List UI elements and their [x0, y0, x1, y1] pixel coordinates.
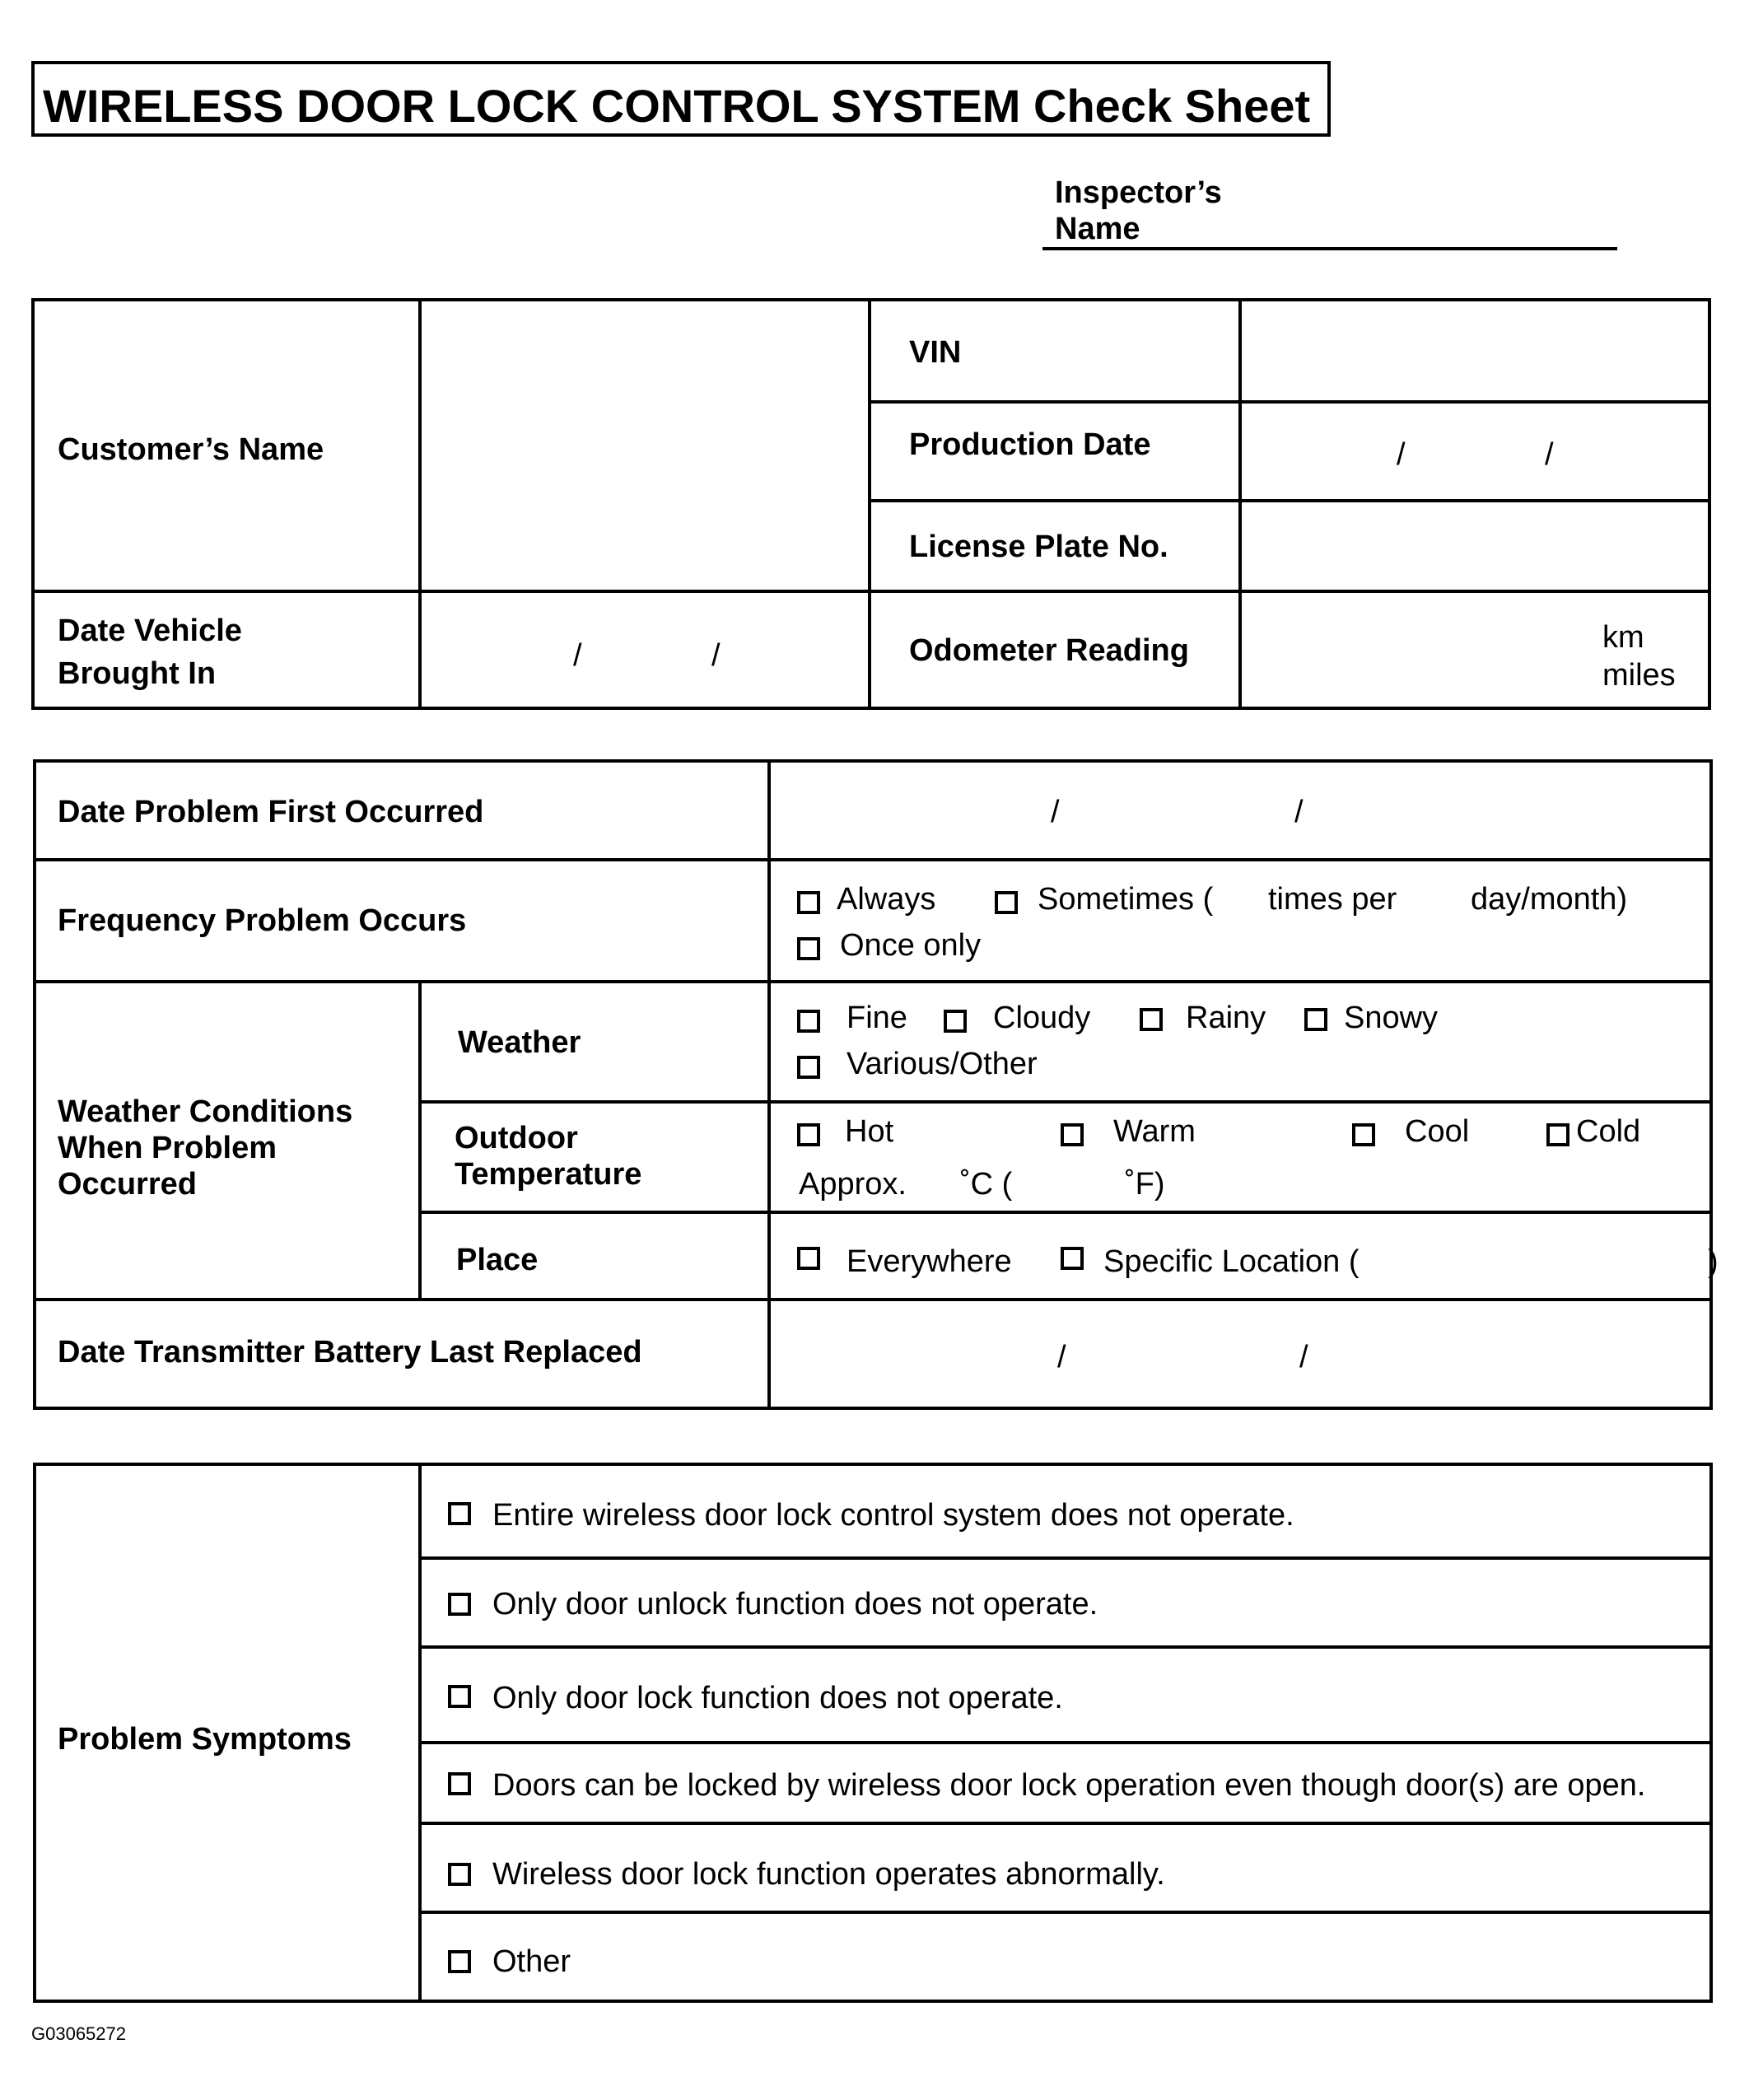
- date-brought-sep2: /: [711, 638, 721, 673]
- place-label: Place: [456, 1243, 539, 1277]
- vin-field[interactable]: [1243, 303, 1706, 399]
- weather-group-label-line3: Occurred: [58, 1167, 197, 1202]
- customer-name-label: Customer’s Name: [58, 432, 324, 467]
- temp-celsius: ˚C (: [960, 1167, 1013, 1202]
- temp-label-line1: Outdoor: [455, 1121, 578, 1155]
- weather-fine-checkbox[interactable]: [797, 1010, 820, 1033]
- page-title: WIRELESS DOOR LOCK CONTROL SYSTEM Check Sheet: [43, 80, 1311, 132]
- temp-cool-label: Cool: [1405, 1114, 1470, 1149]
- symptom-item-4: Doors can be locked by wireless door lock operation even though door(s) are open.: [492, 1768, 1646, 1803]
- license-plate-field[interactable]: [1243, 504, 1706, 588]
- inspector-label-line2: Name: [1055, 212, 1140, 246]
- symptom-item-2: Only door unlock function does not operate.: [492, 1587, 1098, 1622]
- place-specific-close: ): [1708, 1244, 1719, 1279]
- temp-warm-label: Warm: [1113, 1114, 1196, 1149]
- temp-warm-checkbox[interactable]: [1061, 1123, 1084, 1146]
- temp-approx-label: Approx.: [799, 1167, 907, 1202]
- weather-various-checkbox[interactable]: [797, 1056, 820, 1079]
- weather-rainy-label: Rainy: [1186, 1001, 1266, 1035]
- date-brought-in-field[interactable]: [423, 595, 866, 705]
- customer-name-field[interactable]: [423, 303, 866, 588]
- freq-always-label: Always: [837, 882, 936, 917]
- symptom-checkbox-5[interactable]: [448, 1863, 471, 1886]
- odometer-unit-miles: miles: [1602, 658, 1676, 693]
- temp-cold-label: Cold: [1576, 1114, 1641, 1149]
- temp-cold-checkbox[interactable]: [1546, 1123, 1569, 1146]
- odometer-unit-km: km: [1602, 620, 1644, 655]
- freq-always-checkbox[interactable]: [797, 891, 820, 914]
- symptom-checkbox-4[interactable]: [448, 1772, 471, 1795]
- place-everywhere-label: Everywhere: [847, 1244, 1012, 1279]
- first-occurred-sep1: /: [1051, 795, 1060, 829]
- freq-once-checkbox[interactable]: [797, 937, 820, 960]
- symptom-checkbox-1[interactable]: [448, 1502, 471, 1525]
- battery-sep2: /: [1299, 1340, 1308, 1374]
- weather-snowy-checkbox[interactable]: [1304, 1008, 1327, 1031]
- freq-once-label: Once only: [840, 928, 982, 963]
- symptom-item-1: Entire wireless door lock control system does not operate.: [492, 1498, 1294, 1533]
- date-brought-in-label-line2: Brought In: [58, 656, 217, 691]
- weather-cloudy-label: Cloudy: [993, 1001, 1091, 1035]
- place-specific-label: Specific Location (: [1103, 1244, 1360, 1279]
- date-brought-in-label-line1: Date Vehicle: [58, 614, 242, 648]
- freq-day-month: day/month): [1471, 882, 1628, 917]
- problem-symptoms-label: Problem Symptoms: [58, 1722, 352, 1757]
- symptom-checkbox-3[interactable]: [448, 1685, 471, 1708]
- temp-fahrenheit: ˚F): [1125, 1167, 1165, 1202]
- symptom-checkbox-2[interactable]: [448, 1593, 471, 1616]
- temp-hot-checkbox[interactable]: [797, 1123, 820, 1146]
- production-date-field[interactable]: [1243, 405, 1706, 497]
- symptom-item-5: Wireless door lock function operates abnormally.: [492, 1857, 1165, 1892]
- first-occurred-label: Date Problem First Occurred: [58, 795, 484, 829]
- inspector-label-line1: Inspector’s: [1055, 175, 1222, 210]
- temp-label-line2: Temperature: [455, 1157, 642, 1192]
- freq-sometimes-checkbox[interactable]: [995, 891, 1018, 914]
- weather-various-label: Various/Other: [847, 1047, 1038, 1081]
- production-date-label: Production Date: [909, 427, 1151, 462]
- first-occurred-sep2: /: [1294, 795, 1304, 829]
- weather-label: Weather: [458, 1025, 581, 1060]
- license-plate-label: License Plate No.: [909, 530, 1168, 564]
- date-brought-sep1: /: [573, 638, 582, 673]
- freq-sometimes-label: Sometimes (: [1038, 882, 1214, 917]
- first-occurred-field[interactable]: [772, 764, 1708, 856]
- temp-hot-label: Hot: [845, 1114, 894, 1149]
- battery-label: Date Transmitter Battery Last Replaced: [58, 1335, 642, 1370]
- symptom-item-6: Other: [492, 1944, 571, 1979]
- vin-label: VIN: [909, 335, 962, 370]
- weather-snowy-label: Snowy: [1344, 1001, 1439, 1035]
- weather-group-label-line2: When Problem: [58, 1131, 278, 1165]
- symptom-item-3: Only door lock function does not operate.: [492, 1681, 1063, 1715]
- weather-cloudy-checkbox[interactable]: [944, 1010, 967, 1033]
- battery-sep1: /: [1057, 1340, 1066, 1374]
- figure-code: G03065272: [31, 2023, 126, 2044]
- temp-cool-checkbox[interactable]: [1352, 1123, 1375, 1146]
- odometer-field[interactable]: [1243, 595, 1706, 705]
- weather-group-label-line1: Weather Conditions: [58, 1094, 353, 1129]
- production-date-sep1: /: [1397, 437, 1406, 472]
- symptom-checkbox-6[interactable]: [448, 1950, 471, 1973]
- place-specific-checkbox[interactable]: [1061, 1247, 1084, 1270]
- production-date-sep2: /: [1545, 437, 1554, 472]
- battery-date-field[interactable]: [772, 1303, 1708, 1405]
- freq-times-per: times per: [1268, 882, 1397, 917]
- weather-rainy-checkbox[interactable]: [1140, 1008, 1163, 1031]
- odometer-label: Odometer Reading: [909, 633, 1189, 668]
- place-everywhere-checkbox[interactable]: [797, 1247, 820, 1270]
- frequency-label: Frequency Problem Occurs: [58, 903, 467, 938]
- weather-fine-label: Fine: [847, 1001, 907, 1035]
